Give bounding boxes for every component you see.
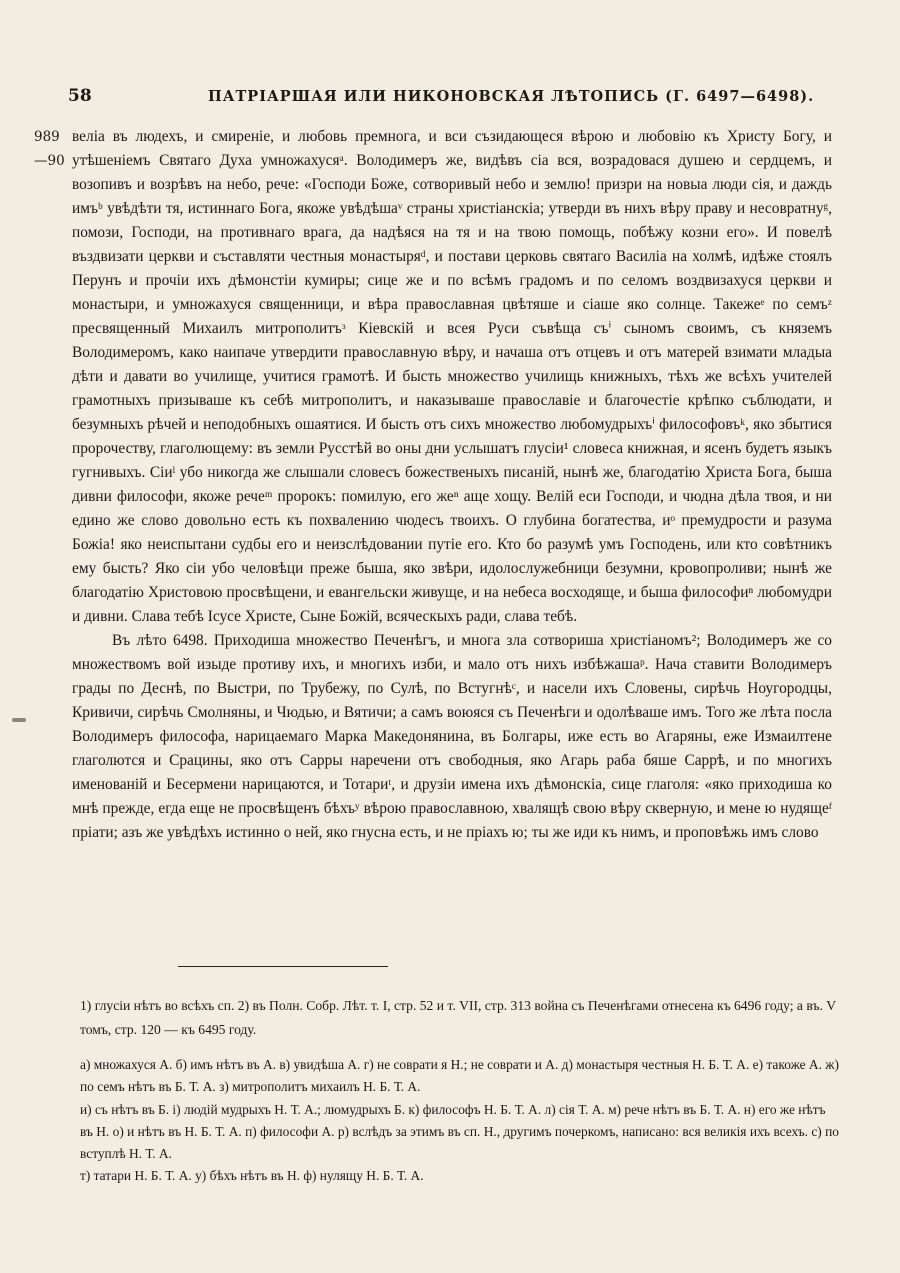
margin-year-note: 989 —90 [34,129,65,169]
variant-line-2: и) съ нѣтъ въ Б. i) людiй мудрыхъ Н. Т. А.; люмудрыхъ Б. к) философъ Н. Б. Т. А. л) сiя Т. А. м) рече нѣтъ въ Б. Т. А. н) его же нѣтъ въ Н. о) и нѣтъ въ Н. Б. Т. А. п) философи А. р) вслѣдъ за этимъ въ сп. Н., другимъ почеркомъ, написано: вся великiя ихъ всехъ. с) по вступлѣ Н. Т. А. [80,1101,839,1162]
ink-mark [12,718,26,722]
variant-readings [80,1054,840,1188]
variant-line-1: а) множахуся А. б) имъ нѣтъ въ А. в) увидѣша А. г) не соврати я Н.; не соврати и А. д) монастыря честныя Н. Б. Т. А. е) такоже А. ж) по семъ нѣтъ въ Б. Т. А. з) митрополитъ михаилъ Н. Б. Т. А. [80,1057,840,1095]
footnote-separator [178,966,388,967]
running-title: ПАТРІАРШАЯ ИЛИ НИКОНОВСКАЯ ЛѢТОПИСЬ (Г. 6497—6498). [208,88,815,105]
paragraph-1: велiа въ людехъ, и смиренiе, и любовь премнога, и вси съзидающеся вѣрою и любовiю къ Христу Богу, и утѣшенiемъ Святаго Духа умножахусяᵃ. Володимеръ же, видѣвъ сiа вся, возрадовася душею и сердцемъ, и возопивъ и возрѣвъ на небо, рече: «Господи Боже, сотворивый небо и землю! призри на новыа люди сiя, и даждь имъᵇ увѣдѣти тя, истиннаго Бога, якоже увѣдѣшаᵛ страны христiанскiа; утверди въ нихъ вѣру праву и несовратнуᵍ, помози, Господи, на противнаго врага, да надѣяся на тя и на твою помощь, побѣжу козни его». И повелѣ въздвизати церкви и съставляти честныя монастыряᵈ, и постави церковь святаго Василiа на холмѣ, идѣже стоялъ Перунъ и прочiи ихъ дѣмонстiи кумиры; сице же и по всѣмъ градомъ и по селомъ воздвизахуся церкви и монастыри, и умножахуся священници, и вѣра православная цвѣтяше и сiаше яко солнце. Такежеᵉ по семъᶻ пресвященный Михаилъ митрополитъᶟ Кiевскiй и всея Руси съвѣща съⁱ сыномъ своимъ, съ княземъ Володимеромъ, како наипаче утвердити православную вѣру, и начаша отъ отцевъ и отъ матерей взимати младыа дѣти и давати во училище, учитися грамотѣ. И бысть множество училищь книжныхъ, тѣхъ же всѣхъ учителей грамотныхъ призываше къ себѣ митрополитъ, и наказываше православiе и благочестiе крѣпко съблюдати, и безумныхъ рѣчей и неподобныхъ ошаятися. И бысть отъ сихъ множество любомудрыхъⁱ философовъᵏ, яко збытися пророчеству, глаголющему: въ земли Русстѣй во оны дни услышатъ глусiи¹ словеса книжная, и ясенъ будетъ языкъ гугнивыхъ. Сiиˡ убо никогда же слышали словесъ божественыхъ писанiй, нынѣ же, благодатiю Христа Бога, быша дивни философи, якоже речеᵐ пророкъ: помилую, его жеⁿ аще хощу. Велiй еси Господи, и чюдна дѣла твоя, и ни едино же слово довольно есть къ похвалению чюдесъ твоихъ. О глубина богатества, иᵒ премудрости и разума Божiа! яко неиспытани судбы его и неизслѣдовании путiе его. Кто бо разумѣ умъ Господень, или кто совѣтникъ ему бысть? Яко сiи убо человѣци преже быша, яко звѣри, идолослужебници безумни, кровопроливи; нынѣ же благодатiю Христовою просвѣщени, и евангельски живуще, и на небеса восходяще, и быша философиⁿ любомудри и дивни. Слава тебѣ Iсусе Христе, Сыне Божiй, всяческыхъ ради, слава тебѣ. [72,128,832,625]
page-number: 58 [68,86,92,106]
chronicle-text [72,125,832,845]
numbered-footnotes: 1) глусiи нѣтъ во всѣхъ сп. 2) въ Полн. Собр. Лѣт. т. I, стр. 52 и т. VII, стр. 313 война съ Печенѣгами отнесена къ 6496 году; а въ. V томъ, стр. 120 — къ 6495 году. [80,998,836,1037]
page-header [68,86,840,108]
variant-line-3: т) татари Н. Б. Т. А. у) бѣхъ нѣтъ въ Н. ф) нулящу Н. Б. Т. А. [80,1168,424,1184]
paragraph-2: Въ лѣто 6498. Приходиша множество Печенѣгъ, и многа зла сотвориша христiаномъ²; Володимеръ же со множествомъ вой изыде противу ихъ, и многихъ изби, и мало отъ нихъ избѣжашаᵖ. Нача ставити Володимеръ грады по Деснѣ, по Выстри, по Трубежу, по Сулѣ, по Встугнѣᶜ, и насели ихъ Словены, сирѣчь Ноугородцы, Кривичи, сирѣчь Смолняны, и Чюдью, и Вятичи; а самъ воюяся съ Печенѣги и одолѣваше имъ. Того же лѣта посла Володимеръ философа, нарицаемаго Марка Македонянина, въ Болгары, иже есть во Агаряны, еже Измаилтене глаголются и Срацины, яко отъ Сарры наречени отъ свободныя, яко Агарь раба бяше Саррѣ, и по многихъ именованiй и Бесермени нарицаются, и Тотариᵗ, и друзiи имена ихъ дѣмонскiа, сице глаголя: «яко приходиша ко мнѣ прежде, егда еще не просвѣщенъ бѣхъʸ вѣрою православною, хвалящѣ свою вѣру скверную, и мене ю нудящеᶠ прiати; азъ же увѣдѣхъ истинно о ней, яко гнусна есть, и не прiахъ ю; ты же иди къ нимъ, и проповѣжь имъ слово [72,632,832,841]
